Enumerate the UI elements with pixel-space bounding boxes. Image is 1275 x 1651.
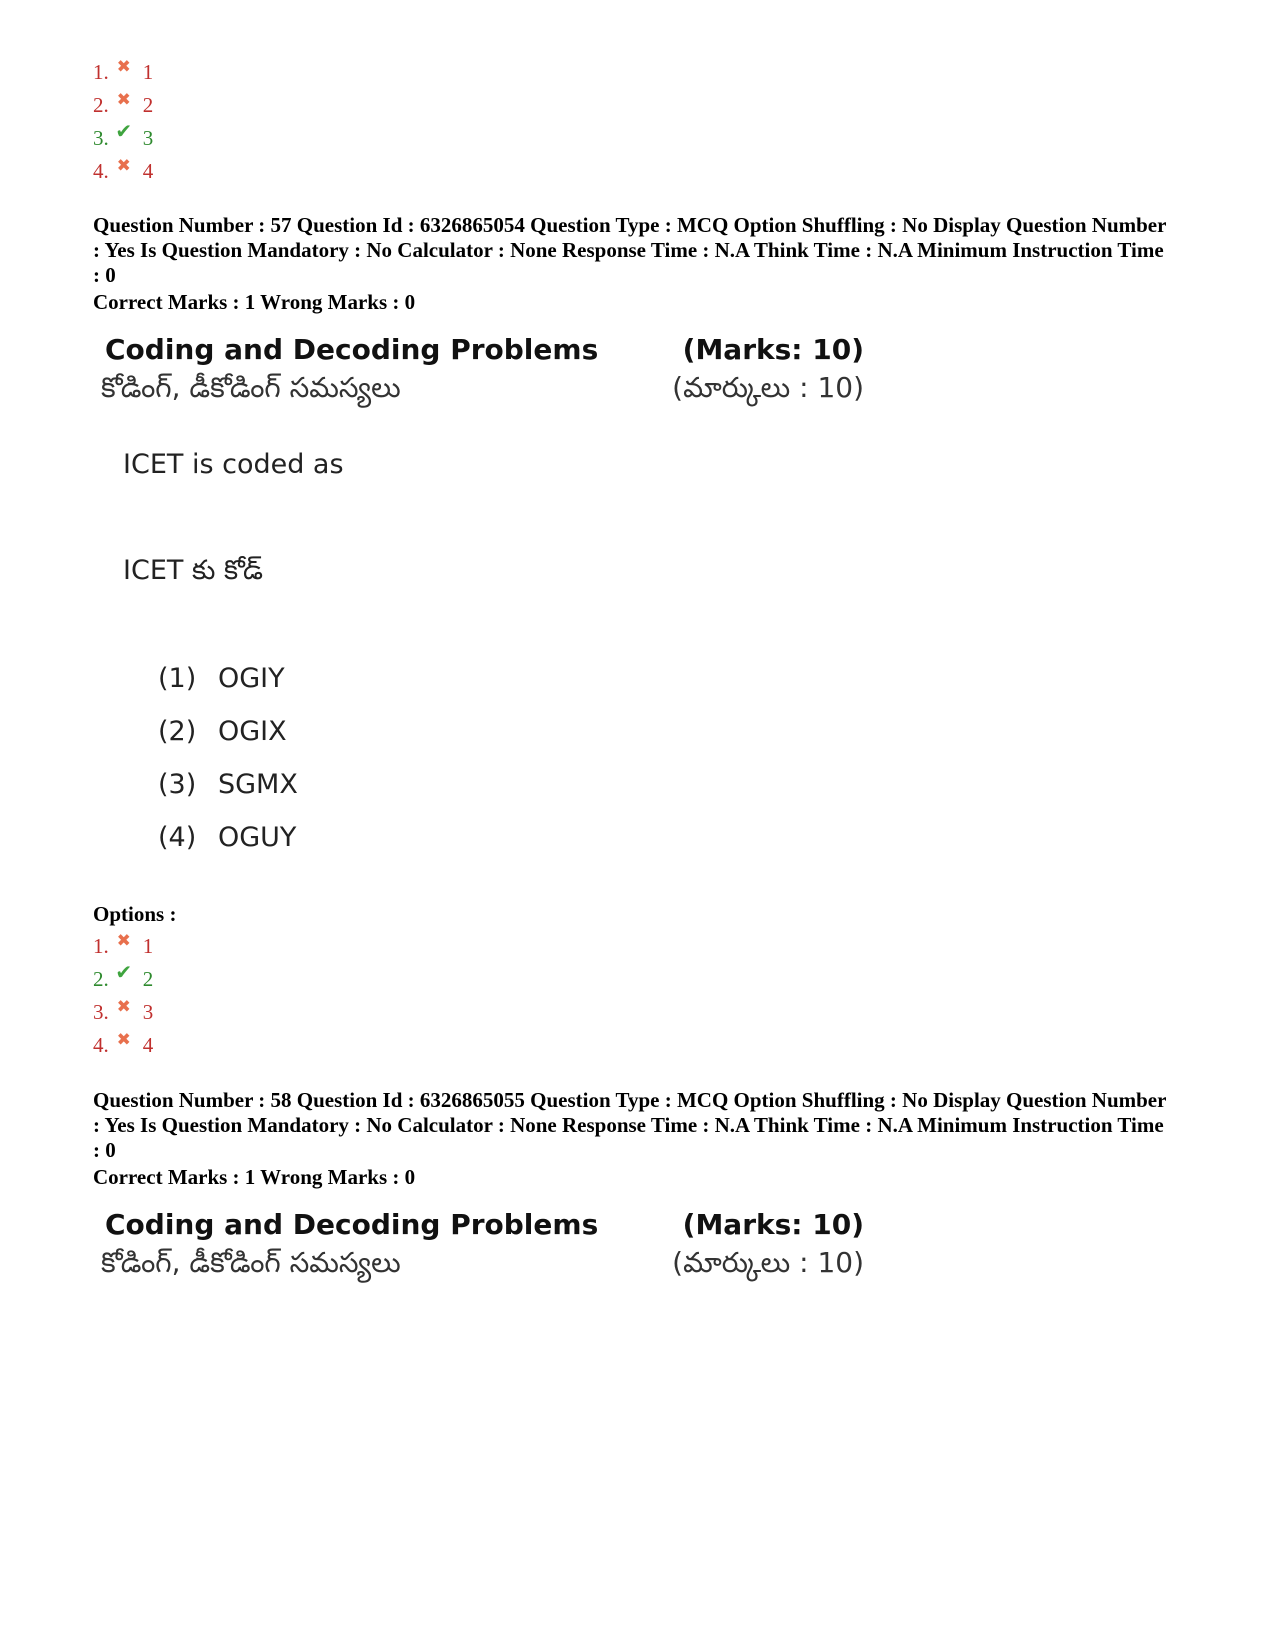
question-58-image — [93, 1208, 873, 1298]
option-number: 3. — [93, 1000, 109, 1024]
choice-text: OGUY — [218, 822, 297, 853]
cross-icon: ✖ — [116, 90, 131, 109]
options-heading: Options : — [93, 902, 177, 926]
option-label: 2 — [142, 93, 154, 117]
section-title: Coding and Decoding Problems — [105, 333, 599, 366]
cross-icon: ✖ — [116, 997, 131, 1016]
option-number: 2. — [93, 93, 109, 117]
section-header — [93, 333, 873, 413]
question-choice — [158, 822, 296, 853]
section-title-telugu: కోడింగ్, డీకోడింగ్ సమస్యలు — [101, 371, 401, 404]
question-text-telugu: ICET కు కోడ్ — [123, 555, 264, 586]
check-icon: ✔ — [115, 121, 133, 143]
section-marks: (Marks: 10) — [682, 1208, 864, 1241]
option-number: 1. — [93, 934, 109, 958]
previous-question-options — [93, 56, 153, 188]
check-icon: ✔ — [115, 962, 133, 984]
choice-number: (2) — [158, 716, 197, 747]
option-label: 3 — [142, 1000, 154, 1024]
cross-icon: ✖ — [116, 931, 131, 950]
choice-text: SGMX — [218, 769, 298, 800]
option-item — [93, 155, 153, 188]
option-number: 2. — [93, 967, 109, 991]
question-57-marks: Correct Marks : 1 Wrong Marks : 0 — [93, 290, 416, 314]
question-57-image — [93, 333, 873, 893]
question-text-english: ICET is coded as — [123, 449, 344, 480]
cross-icon: ✖ — [116, 1030, 131, 1049]
option-item — [93, 1029, 153, 1062]
section-header — [93, 1208, 873, 1288]
option-label: 1 — [142, 60, 154, 84]
question-58-meta: Question Number : 58 Question Id : 6326865055 Question Type : MCQ Option Shuffling : No Display Question Number : Yes Is Question Mandatory : No Calculator : None Response Time : N.A Think Time : N.A Minimum Instruction Time : 0 — [93, 1088, 1167, 1162]
option-label: 4 — [142, 1033, 154, 1057]
option-label: 3 — [142, 126, 154, 150]
choice-number: (3) — [158, 769, 197, 800]
option-label: 2 — [142, 967, 154, 991]
question-57-options — [93, 930, 153, 1062]
option-label: 1 — [142, 934, 154, 958]
section-marks: (Marks: 10) — [682, 333, 864, 366]
option-number: 4. — [93, 159, 109, 183]
question-choice — [158, 769, 298, 800]
cross-icon: ✖ — [116, 156, 131, 175]
choice-text: OGIY — [218, 663, 285, 694]
choice-number: (4) — [158, 822, 197, 853]
option-number: 1. — [93, 60, 109, 84]
question-58-marks: Correct Marks : 1 Wrong Marks : 0 — [93, 1165, 416, 1189]
section-marks-telugu: (మార్కులు : 10) — [672, 371, 864, 404]
question-choice — [158, 716, 287, 747]
choice-text: OGIX — [218, 716, 287, 747]
section-marks-telugu: (మార్కులు : 10) — [672, 1246, 864, 1279]
option-label: 4 — [142, 159, 154, 183]
question-57-meta: Question Number : 57 Question Id : 6326865054 Question Type : MCQ Option Shuffling : No Display Question Number : Yes Is Question Mandatory : No Calculator : None Response Time : N.A Think Time : N.A Minimum Instruction Time : 0 — [93, 213, 1167, 287]
question-choice — [158, 663, 285, 694]
cross-icon: ✖ — [116, 57, 131, 76]
option-number: 3. — [93, 126, 109, 150]
option-number: 4. — [93, 1033, 109, 1057]
section-title-telugu: కోడింగ్, డీకోడింగ్ సమస్యలు — [101, 1246, 401, 1279]
choice-number: (1) — [158, 663, 197, 694]
section-title: Coding and Decoding Problems — [105, 1208, 599, 1241]
